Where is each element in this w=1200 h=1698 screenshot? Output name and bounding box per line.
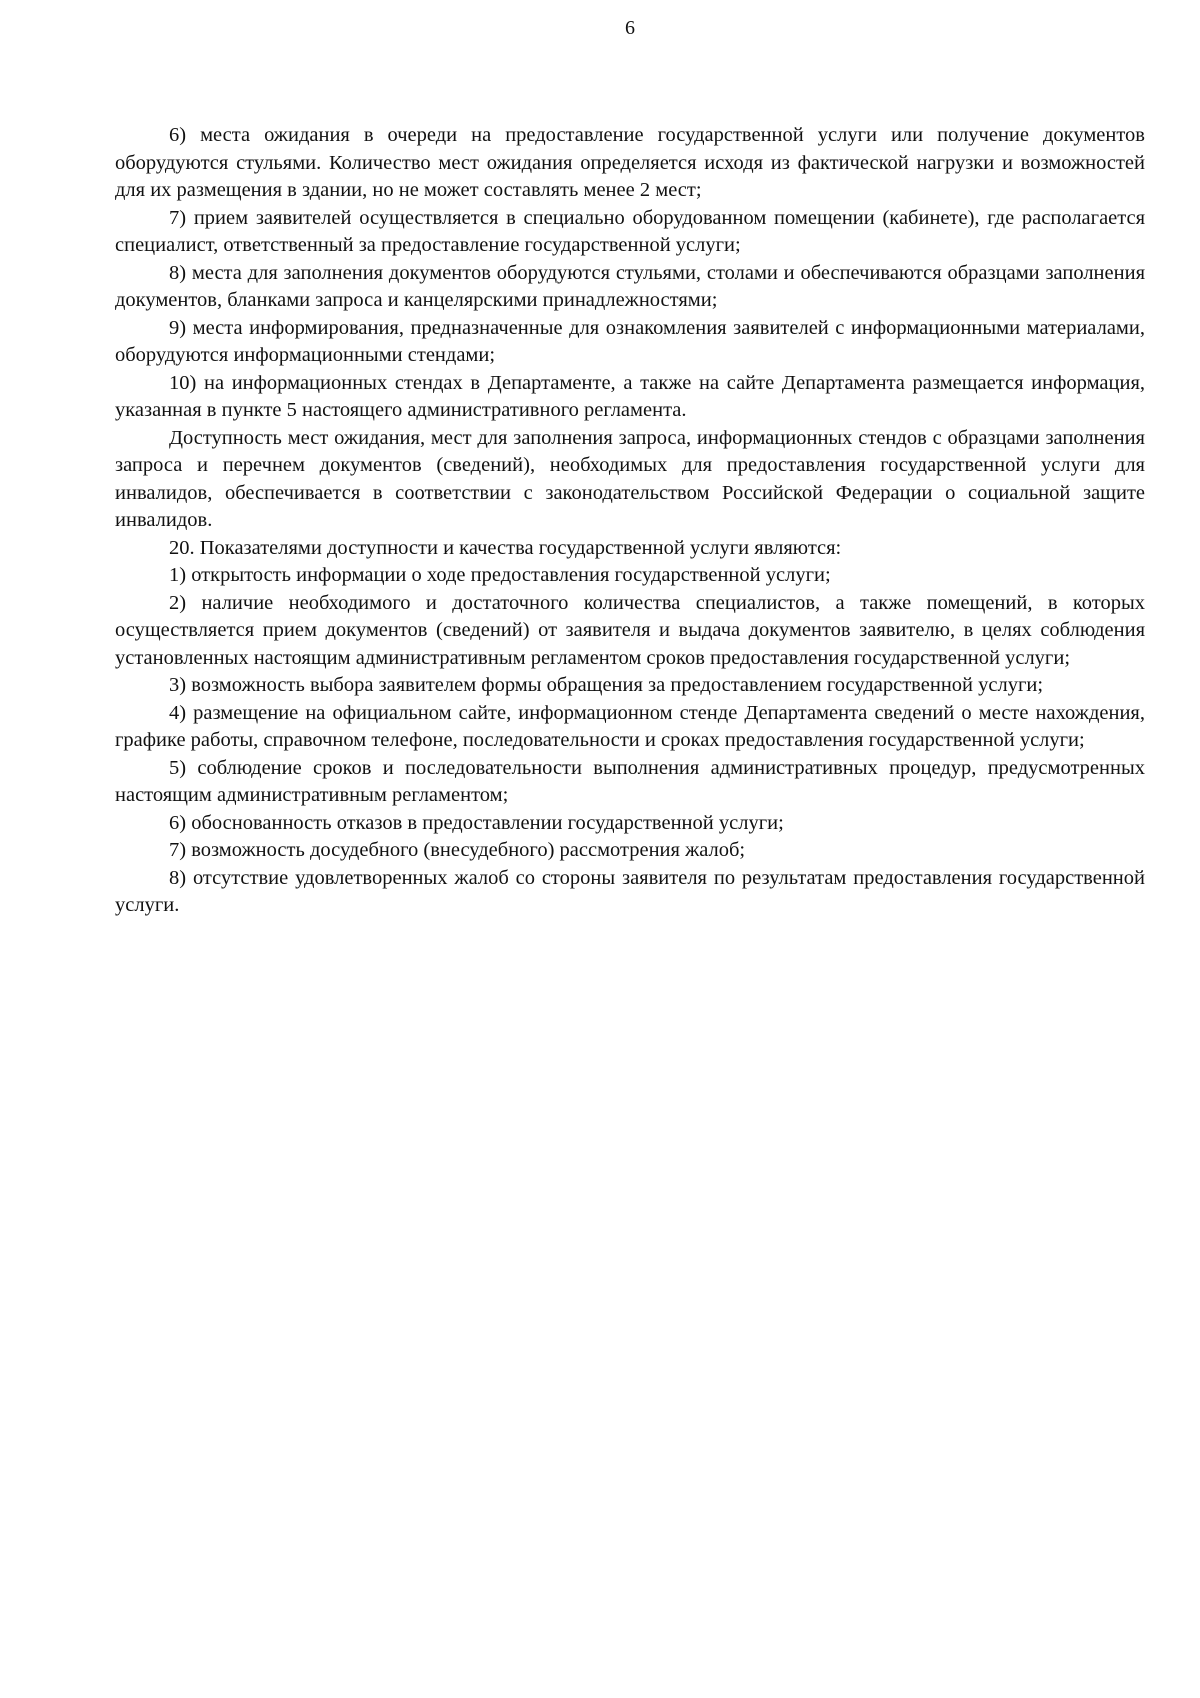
list-item-5-deadlines: 5) соблюдение сроков и последовательности выполнения административных процедур, предусмотренных настоящим административным регламентом; — [115, 756, 1145, 806]
list-item-7-appeals: 7) возможность досудебного (внесудебного) рассмотрения жалоб; — [169, 839, 746, 861]
paragraph-6-waiting-places: 6) места ожидания в очереди на предоставление государственной услуги или получение документов оборудуются стульями. Количество мест ожидания определяется исходя из фактической нагрузки и возможностей для их размещения в здании, но не может составлять менее 2 мест; — [115, 124, 1145, 201]
list-item-4-publication: 4) размещение на официальном сайте, информационном стенде Департамента сведений о месте нахождения, графике работы, справочном телефоне, последовательности и сроках предоставления государственной услуги; — [115, 701, 1145, 751]
page-number: 6 — [625, 17, 635, 39]
paragraph-20-indicators: 20. Показателями доступности и качества государственной услуги являются: — [169, 536, 842, 559]
document-body — [115, 122, 1145, 920]
list-item-6-refusals: 6) обоснованность отказов в предоставлении государственной услуги; — [169, 811, 784, 834]
paragraph-8-filling-places: 8) места для заполнения документов оборудуются стульями, столами и обеспечиваются образцами заполнения документов, бланками запроса и канцелярскими принадлежностями; — [115, 261, 1145, 311]
list-item-1-openness: 1) открытость информации о ходе предоставления государственной услуги; — [169, 564, 831, 586]
paragraph-7-reception-room: 7) прием заявителей осуществляется в специально оборудованном помещении (кабинете), где располагается специалист, ответственный за предоставление государственной услуги; — [115, 206, 1145, 256]
list-item-2-specialists: 2) наличие необходимого и достаточного количества специалистов, а также помещений, в которых осуществляется прием документов (сведений) от заявителя и выдача документов заявителю, в целях соблюдения установленных настоящим административным регламентом сроков предоставления государственной услуги; — [115, 591, 1145, 669]
paragraph-accessibility: Доступность мест ожидания, мест для заполнения запроса, информационных стендов с образцами заполнения запроса и перечнем документов (сведений), необходимых для предоставления государственной услуги для инвалидов, обеспечивается в соответствии с законодательством Российской Федерации о социальной защите инвалидов. — [115, 426, 1145, 531]
paragraph-9-information-places: 9) места информирования, предназначенные для ознакомления заявителей с информационными материалами, оборудуются информационными стендами; — [115, 316, 1145, 366]
list-item-8-complaints: 8) отсутствие удовлетворенных жалоб со стороны заявителя по результатам предоставления государственной услуги. — [115, 866, 1145, 916]
paragraph-10-information-stands: 10) на информационных стендах в Департаменте, а также на сайте Департамента размещается информация, указанная в пункте 5 настоящего административного регламента. — [115, 371, 1145, 421]
list-item-3-choice: 3) возможность выбора заявителем формы обращения за предоставлением государственной услуги; — [169, 674, 1044, 696]
